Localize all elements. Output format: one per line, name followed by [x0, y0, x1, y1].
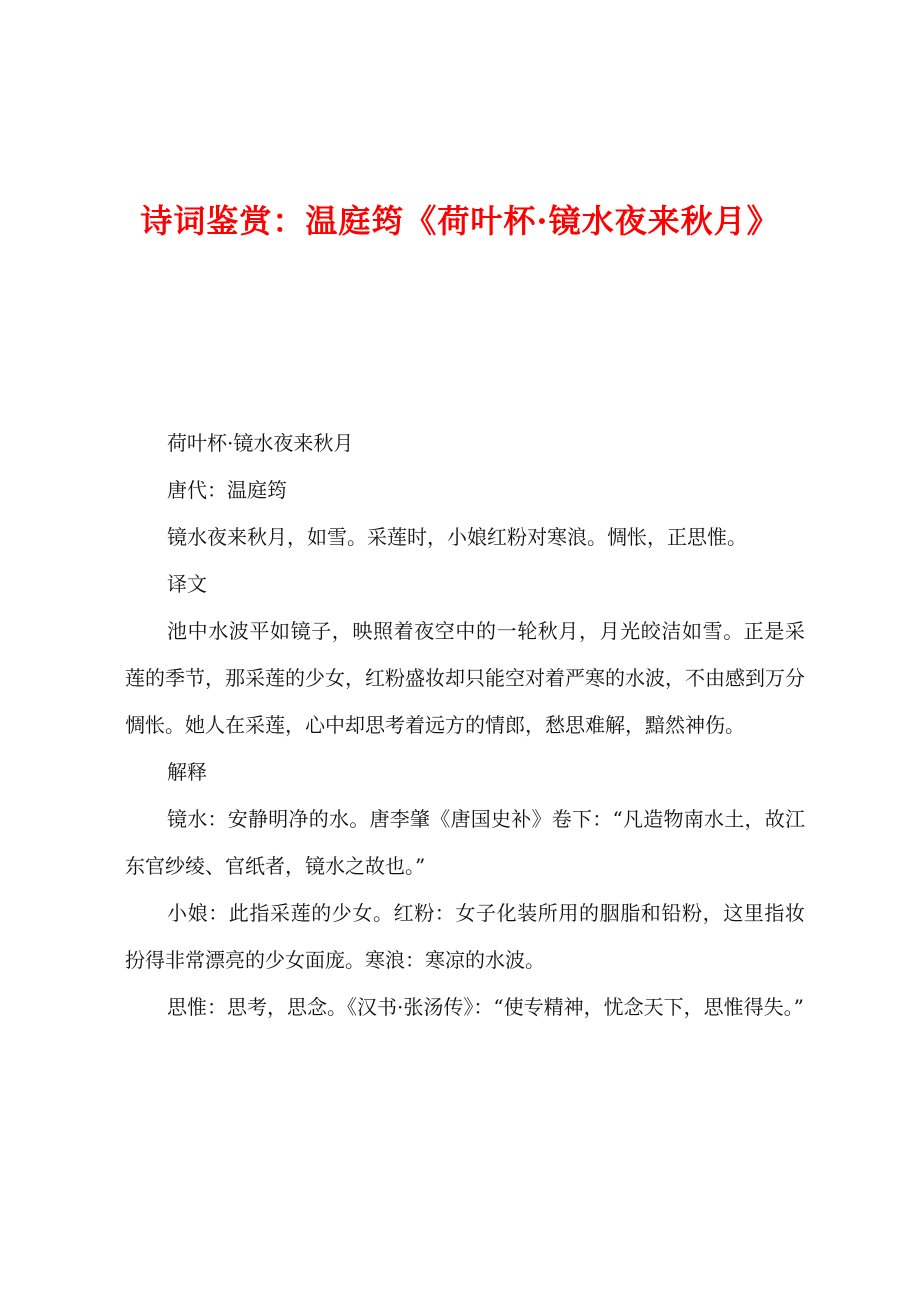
- note-paragraph: 思惟：思考，思念。《汉书·张汤传》：“使专精神，忧念天下，思惟得失。”: [167, 995, 804, 1019]
- poem-text: 镜水夜来秋月，如雪。采莲时，小娘红粉对寒浪。惆怅，正思惟。: [167, 525, 747, 549]
- note-paragraph: 小娘：此指采莲的少女。红粉：女子化装所用的胭脂和铅粉，这里指妆扮得非常漂亮的少女面庞。寒浪：寒凉的水波。: [125, 901, 805, 972]
- notes-heading: 解释: [167, 760, 207, 784]
- document-body: [125, 420, 805, 1031]
- translation-heading: 译文: [167, 572, 207, 596]
- author-line: 唐代：温庭筠: [167, 478, 287, 502]
- page-title: 诗词鉴赏：温庭筠《荷叶杯·镜水夜来秋月》: [140, 202, 780, 240]
- translation-paragraph: 池中水波平如镜子，映照着夜空中的一轮秋月，月光皎洁如雪。正是采莲的季节，那采莲的少女，红粉盛妆却只能空对着严寒的水波，不由感到万分惆怅。她人在采莲，心中却思考着远方的情郎，愁思难解，黯然神伤。: [125, 619, 805, 737]
- poem-title: 荷叶杯·镜水夜来秋月: [167, 431, 354, 455]
- note-paragraph: 镜水：安静明净的水。唐李肇《唐国史补》卷下：“凡造物南水土，故江东官纱绫、官纸者，镜水之故也。”: [125, 807, 805, 878]
